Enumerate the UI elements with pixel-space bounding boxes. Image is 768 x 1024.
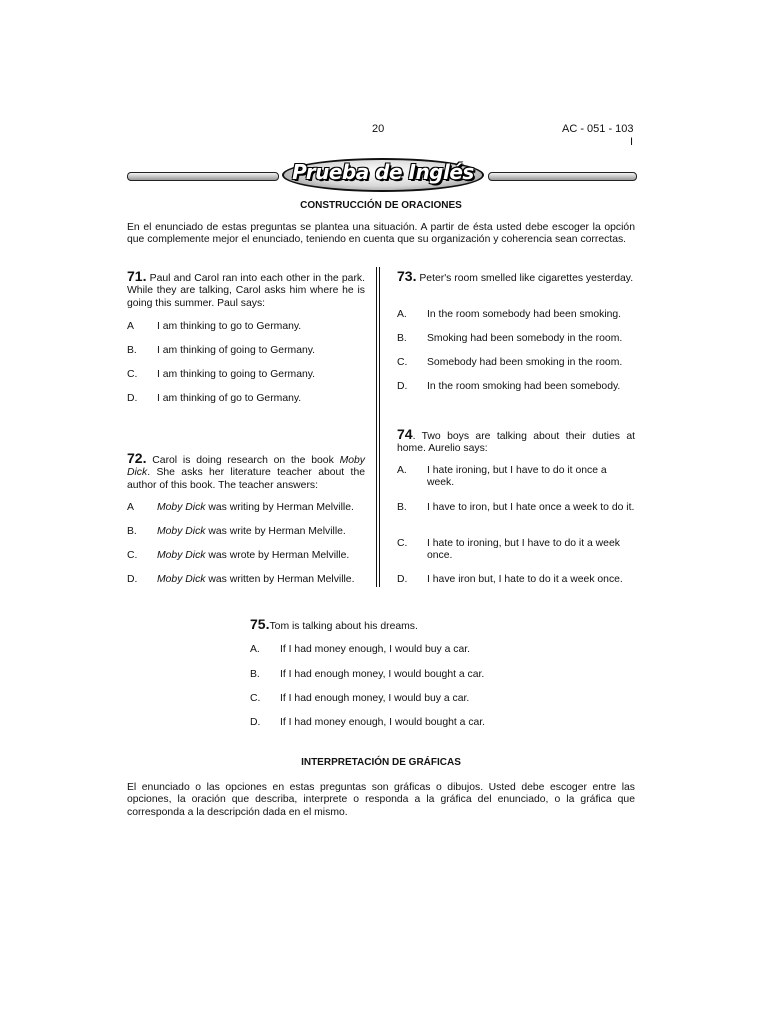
option-text: If I had enough money, I would buy a car. [280, 693, 470, 704]
option-text: I hate ironing, but I have to do it once a week. [427, 465, 607, 489]
book-title: Moby Dick [157, 502, 206, 513]
question-number: 73. [397, 268, 417, 284]
section-intro-construccion: En el enunciado de estas preguntas se plantea una situación. A partir de ésta usted debe escoger la opción que complemente mejor el enunciado, teniendo en cuenta que su organización y coherencia sean correctas. [127, 222, 635, 246]
book-title: Moby Dick [157, 574, 206, 585]
option-letter: C. [250, 693, 261, 704]
option-text: In the room smoking had been somebody. [427, 381, 621, 392]
document-code: AC - 051 - 103 [562, 123, 634, 135]
question-number: 72. [127, 450, 147, 466]
section-intro-interpretacion: El enunciado o las opciones en estas preguntas son gráficas o dibujos. Usted debe escoger entre las opciones, la oración que describa, interprete o responda a la gráfica del enunciado, o la gráfica que corresponda a la descripción dada en el mismo. [127, 782, 635, 818]
option-letter: D. [127, 393, 138, 404]
question-72 [127, 452, 365, 492]
option-text-rest: was writing by Herman Melville. [205, 502, 354, 513]
option-letter: C. [397, 538, 408, 549]
option-text: I hate to ironing, but I have to do it a week once. [427, 538, 620, 562]
question-74 [397, 428, 635, 456]
option-text: Somebody had been smoking in the room. [427, 357, 623, 368]
option-text: If I had money enough, I would buy a car. [280, 644, 471, 655]
question-number: 71. [127, 268, 147, 284]
option-text: I have iron but, I hate to do it a week once. [427, 574, 623, 585]
banner-left-bar [127, 172, 279, 181]
option-letter: C. [127, 369, 138, 380]
option-letter: A [127, 502, 134, 513]
question-text-cont: . She asks her literature teacher about the author of this book. The teacher answers: [127, 467, 365, 491]
document-code-suffix: I [630, 136, 634, 148]
option-letter: A. [397, 465, 407, 476]
option-letter: C. [397, 357, 408, 368]
option-letter: B. [397, 333, 407, 344]
option-text: I am thinking of going to Germany. [157, 345, 316, 356]
option-letter: B. [127, 345, 137, 356]
option-letter: B. [397, 502, 407, 513]
page-number: 20 [372, 123, 385, 135]
option-letter: A. [250, 644, 260, 655]
option-text-rest: was wrote by Herman Melville. [205, 550, 350, 561]
option-text: I have to iron, but I hate once a week to do it. [427, 502, 635, 513]
option-text-rest: was write by Herman Melville. [205, 526, 346, 537]
option-letter: D. [250, 717, 261, 728]
option-letter: A [127, 321, 134, 332]
option-text: In the room somebody had been smoking. [427, 309, 622, 320]
option-letter: D. [127, 574, 138, 585]
question-text: Carol is doing research on the book [152, 455, 340, 466]
option-text: Smoking had been somebody in the room. [427, 333, 623, 344]
option-text [157, 526, 346, 538]
option-text: If I had money enough, I would bought a car. [280, 717, 486, 728]
question-75 [250, 618, 550, 633]
book-title: Moby Dick [157, 526, 206, 537]
book-title: Moby Dick [157, 550, 206, 561]
column-divider [376, 267, 380, 587]
section-title-construccion: CONSTRUCCIÓN DE ORACIONES [300, 200, 462, 211]
banner-right-bar [488, 172, 637, 181]
section-title-interpretacion: INTERPRETACIÓN DE GRÁFICAS [301, 757, 461, 768]
question-text: Paul and Carol ran into each other in the park. While they are talking, Carol asks him where he is going this summer. Paul says: [127, 273, 366, 309]
option-letter: D. [397, 381, 408, 392]
option-text: If I had enough money, I would bought a car. [280, 669, 485, 680]
question-73 [397, 270, 635, 285]
question-text: Tom is talking about his dreams. [269, 621, 418, 632]
question-text: . Two boys are talking about their duties at home. Aurelio says: [397, 431, 635, 455]
option-letter: B. [250, 669, 260, 680]
question-number: 74 [397, 426, 413, 442]
question-number: 75. [250, 616, 270, 632]
question-text: Peter's room smelled like cigarettes yesterday. [419, 273, 634, 284]
option-text [157, 502, 354, 514]
option-text: I am thinking of go to Germany. [157, 393, 302, 404]
book-title: Moby Dick [127, 455, 365, 479]
option-letter: B. [127, 526, 137, 537]
option-text-rest: was written by Herman Melville. [205, 574, 355, 585]
option-text: I am thinking to going to Germany. [157, 369, 316, 380]
question-71 [127, 270, 365, 310]
banner-title: Prueba de Inglés [292, 160, 474, 184]
option-text [157, 574, 354, 586]
option-text: I am thinking to go to Germany. [157, 321, 302, 332]
option-letter: A. [397, 309, 407, 320]
option-text [157, 550, 349, 562]
option-letter: C. [127, 550, 138, 561]
option-letter: D. [397, 574, 408, 585]
